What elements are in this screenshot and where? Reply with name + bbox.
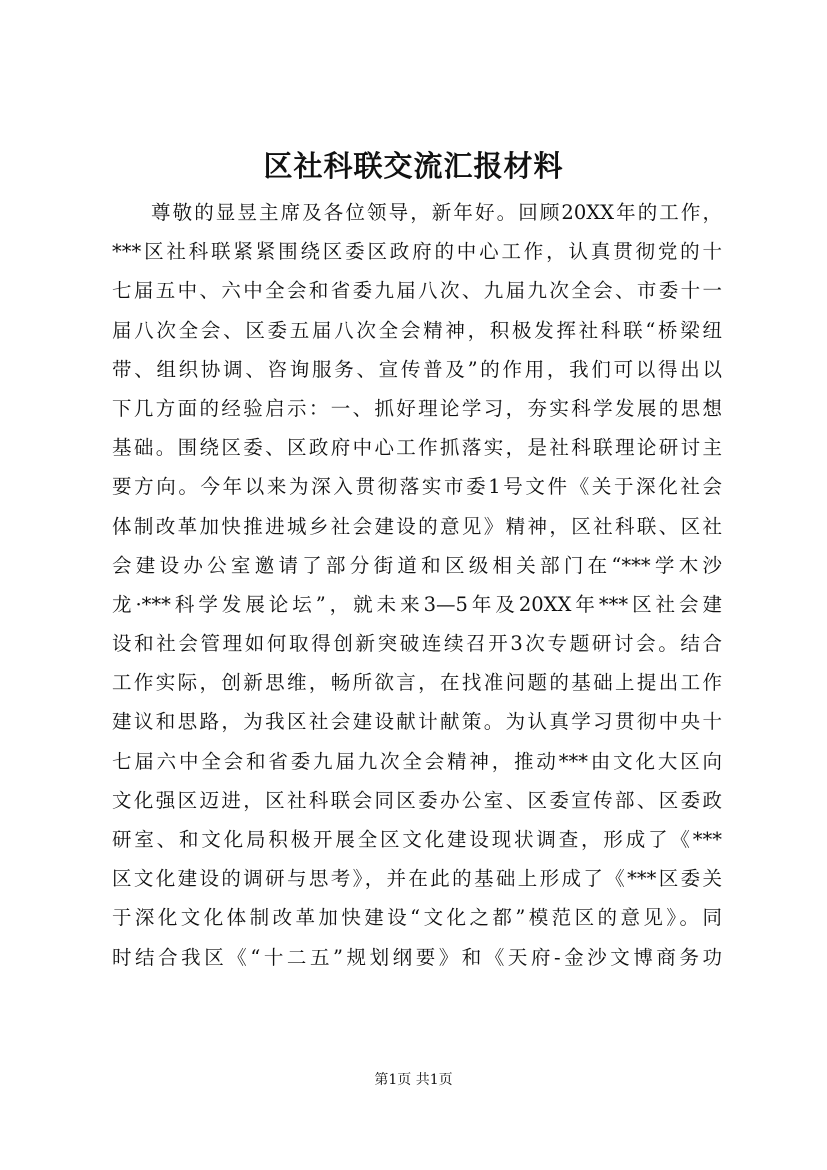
- body-line: 研室、和文化局积极开展全区文化建设现状调查，形成了《***: [112, 828, 722, 851]
- body-line: 会建设办公室邀请了部分街道和区级相关部门在“***学木沙: [112, 553, 722, 577]
- body-line: 区文化建设的调研与思考》，并在此的基础上形成了《***区委关: [112, 867, 722, 891]
- body-line: 文化强区迈进，区社科联会同区委办公室、区委宣传部、区委政: [112, 788, 722, 812]
- body-line: ***区社科联紧紧围绕区委区政府的中心工作，认真贯彻党的十: [112, 240, 722, 264]
- body-line: 于深化文化体制改革加快建设“文化之都”模范区的意见》。同: [112, 906, 722, 930]
- body-line: 建议和思路，为我区社会建设献计献策。为认真学习贯彻中央十: [112, 710, 722, 734]
- body-line: 下几方面的经验启示：一、抓好理论学习，夯实科学发展的思想: [112, 396, 722, 420]
- body-line: 要方向。今年以来为深入贯彻落实市委1号文件《关于深化社会: [112, 475, 722, 499]
- body-line: 体制改革加快推进城乡社会建设的意见》精神，区社科联、区社: [112, 514, 722, 538]
- body-line: 龙·***科学发展论坛”，就未来3—5年及20XX年***区社会建: [112, 592, 722, 616]
- body-line: 时结合我区《“十二五”规划纲要》和《天府-金沙文博商务功: [112, 945, 722, 969]
- body-line: 尊敬的显昱主席及各位领导，新年好。回顾20XX年的工作，: [151, 201, 722, 224]
- body-line: 设和社会管理如何取得创新突破连续召开3次专题研讨会。结合: [112, 632, 722, 656]
- body-line: 工作实际，创新思维，畅所欲言，在找准问题的基础上提出工作: [112, 671, 722, 695]
- page-number-footer: 第1页 共1页: [374, 1072, 453, 1088]
- body-line: 届八次全会、区委五届八次全会精神，积极发挥社科联“桥梁纽: [112, 318, 722, 342]
- document-title: 区社科联交流汇报材料: [263, 149, 564, 183]
- body-line: 带、组织协调、咨询服务、宣传普及”的作用，我们可以得出以: [112, 357, 722, 381]
- body-line: 基础。围绕区委、区政府中心工作抓落实，是社科联理论研讨主: [112, 436, 722, 460]
- body-line: 七届六中全会和省委九届九次全会精神，推动***由文化大区向: [112, 749, 722, 773]
- body-line: 七届五中、六中全会和省委九届八次、九届九次全会、市委十一: [112, 279, 722, 303]
- document-body: [112, 193, 722, 977]
